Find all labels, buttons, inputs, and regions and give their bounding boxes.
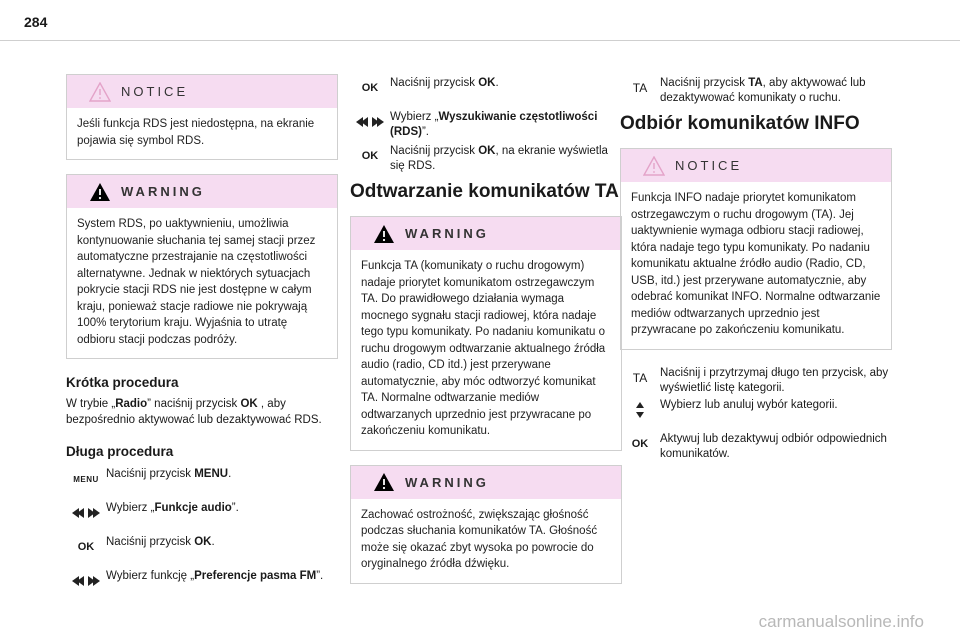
step-select-audio: [66, 499, 338, 527]
warning-title: WARNING: [405, 474, 489, 490]
notice-triangle-icon: [89, 82, 111, 102]
ok-key-icon: OK: [631, 437, 649, 450]
column-2: [350, 74, 622, 598]
long-procedure-heading: Długa procedura: [66, 444, 174, 459]
warning-title: WARNING: [121, 184, 205, 199]
info-section-heading: Odbiór komunikatów INFO: [620, 113, 860, 134]
step-text: Naciśnij i przytrzymaj długo ten przycisk, aby wyświetlić listę kategorii.: [660, 366, 889, 394]
short-procedure-text: W trybie „Radio” naciśnij przycisk OK , aby bezpośrednio aktywować lub dezaktywować RDS.: [66, 398, 322, 426]
column-3: [620, 74, 892, 468]
ta-key-icon: TA: [632, 81, 648, 95]
column-1: [66, 74, 338, 601]
notice-body: Jeśli funkcja RDS jest niedostępna, na ekranie pojawia się symbol RDS.: [77, 118, 315, 147]
warning-body: System RDS, po uaktywnieniu, umożliwia kontynuowanie słuchania tej samej stacji przez automatyczne przestrajanie na częstotliwości alternatywne. Jednak w niektórych sytuacjach pokrycie stacji RDS nie jest dostępne w całym kraju, ponieważ stacje radiowe nie pokrywają 100% terytorium kraju. Wyjaśnia to utratę odbioru stacji podczas podróży.: [77, 218, 316, 346]
ta-key-icon: TA: [632, 370, 648, 385]
short-procedure-heading: Krótka procedura: [66, 375, 179, 390]
ok-key-icon: OK: [361, 82, 379, 94]
step-ta-hold: [620, 364, 892, 396]
ok-key-icon: OK: [361, 150, 379, 162]
notice-triangle-icon: [643, 156, 665, 176]
warning-triangle-icon: [373, 472, 395, 492]
warning-triangle-icon: [89, 182, 111, 202]
ok-key-icon: OK: [77, 541, 95, 553]
notice-box: [620, 148, 892, 350]
notice-header: [67, 75, 337, 108]
warning-header: [351, 466, 621, 499]
ta-section-heading: Odtwarzanie komunikatów TA: [350, 181, 619, 202]
warning-body: Funkcja TA (komunikaty o ruchu drogowym) nadaje priorytet komunikatom ostrzegawczym TA. Do prawidłowego działania wymaga mocnego sygnału stacji radiowej, która nadaje tego typu komunikaty. Po nadaniu komunikatu o ruchu drogowym odtwarzanie aktualnego źródła audio (radio, CD itd.) jest przerywane automatycznie, aby móc odtworzyć komunikat TA. Normalne odtwarzanie mediów odtwarzanych uprzednio jest przywracane po zakończeniu komunikatu.: [361, 260, 606, 437]
step-ok-category: [620, 430, 892, 462]
notice-header: [621, 149, 891, 182]
warning-box: [66, 174, 338, 359]
watermark: carmanualsonline.info: [758, 612, 924, 631]
step-text: Wybierz „Wyszukiwanie częstotliwości (RDS)”.: [390, 111, 598, 138]
step-select-rds: [350, 108, 622, 140]
step-text: Wybierz lub anuluj wybór kategorii.: [660, 398, 838, 411]
step-select-category: [620, 396, 892, 424]
step-select-fm: [66, 567, 338, 595]
left-right-arrows-icon: [66, 499, 106, 527]
warning-box: [350, 216, 622, 451]
step-ok: [66, 533, 338, 561]
notice-body: Funkcja INFO nadaje priorytet komunikatom ostrzegawczym o ruchu drogowym (TA). Jej uaktywnienie wymaga odbioru stacji radiowej, która nadaje tego typu komunikaty. Po nadaniu komunikatu aktualne źródło audio (Radio, CD, USB, itd.) jest przerywane automatycznie, aby odebrać komunikat INFO. Normalne odtwarzanie mediów odtwarzanych uprzednio jest przywracane po zakończeniu komunikatu.: [631, 192, 881, 336]
step-ta: [620, 74, 892, 106]
warning-box: [350, 465, 622, 584]
step-text: Naciśnij przycisk OK, na ekranie wyświetla się RDS.: [390, 145, 608, 172]
notice-title: NOTICE: [121, 84, 189, 99]
step-text: Naciśnij przycisk MENU.: [106, 468, 232, 480]
step-text: Naciśnij przycisk OK.: [390, 77, 499, 89]
warning-body: Zachować ostrożność, zwiększając głośność podczas słuchania komunikatów TA. Głośność może się okazać zbyt wysoka po powrocie do oryginalnego źródła dźwięku.: [361, 508, 598, 570]
step-menu: [66, 465, 338, 493]
step-ok-rds: [350, 142, 622, 174]
warning-header: [67, 175, 337, 208]
up-down-arrows-icon: [620, 396, 660, 424]
step-text: Wybierz „Funkcje audio”.: [106, 502, 239, 514]
notice-title: NOTICE: [675, 158, 743, 173]
warning-header: [351, 217, 621, 250]
step-text: Aktywuj lub dezaktywuj odbiór odpowiednich komunikatów.: [660, 432, 887, 460]
warning-title: WARNING: [405, 226, 489, 241]
menu-key-icon: MENU: [73, 474, 99, 484]
step-text: Naciśnij przycisk OK.: [106, 536, 215, 548]
left-right-arrows-icon: [350, 108, 390, 136]
left-right-arrows-icon: [66, 567, 106, 595]
step-text: Naciśnij przycisk TA, aby aktywować lub dezaktywować komunikaty o ruchu.: [660, 77, 866, 104]
page-number: 284: [24, 14, 48, 30]
step-text: Wybierz funkcję „Preferencje pasma FM”.: [106, 570, 324, 582]
warning-triangle-icon: [373, 224, 395, 244]
notice-box: [66, 74, 338, 160]
top-divider: [0, 40, 960, 41]
step-ok: [350, 74, 622, 102]
